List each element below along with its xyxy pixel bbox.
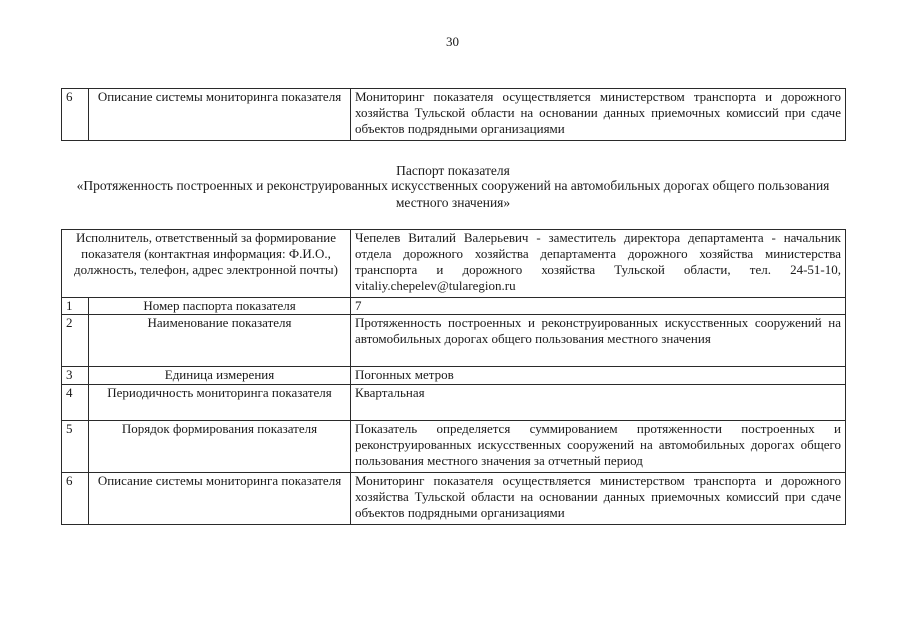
row-number: 1 [62,298,89,315]
row-value: Квартальная [351,385,846,421]
row-value: Протяженность построенных и реконструированных искусственных сооружений на автомобильных дорогах общего пользования местного значения [351,315,846,367]
table-row [62,89,846,141]
table-row [62,473,846,525]
passport-subtitle: «Протяженность построенных и реконструированных искусственных сооружений на автомобильных дорогах общего пользования местного значения» [76,178,830,210]
table-row [62,315,846,367]
table-row [62,367,846,385]
row-value: Погонных метров [351,367,846,385]
row-number: 6 [62,89,89,141]
continuation-table [61,88,846,141]
row-value: Показатель определяется суммированием протяженности построенных и реконструированных искусственных сооружений на автомобильных дорогах общего пользования местного значения за отчетный период [351,421,846,473]
row-name: Периодичность мониторинга показателя [89,385,351,421]
row-value: Мониторинг показателя осуществляется министерством транспорта и дорожного хозяйства Тульской области на основании данных приемочных комиссий при сдаче объектов подрядными организациями [351,473,846,525]
row-value: Мониторинг показателя осуществляется министерством транспорта и дорожного хозяйства Тульской области на основании данных приемочных комиссий при сдаче объектов подрядными организациями [351,89,846,141]
page-number: 30 [446,34,459,49]
row-number: 3 [62,367,89,385]
row-number: 6 [62,473,89,525]
executor-label: Исполнитель, ответственный за формирование показателя (контактная информация: Ф.И.О., должность, телефон, адрес электронной почты) [62,230,351,298]
row-number: 5 [62,421,89,473]
row-name: Номер паспорта показателя [89,298,351,315]
executor-value: Чепелев Виталий Валерьевич - заместитель директора департамента - начальник отдела дорожного хозяйства департамента дорожного хозяйства министерства транспорта и дорожного хозяйства Тульской области, тел. 24-51-10, vitaliy.chepelev@tularegion.ru [351,230,846,298]
row-name: Описание системы мониторинга показателя [89,473,351,525]
passport-title: Паспорт показателя [396,163,510,178]
table-row [62,298,846,315]
table-header-row [62,230,846,298]
table-row [62,385,846,421]
table-row [62,421,846,473]
row-number: 4 [62,385,89,421]
row-value: 7 [351,298,846,315]
row-name: Единица измерения [89,367,351,385]
row-name: Наименование показателя [89,315,351,367]
row-name: Описание системы мониторинга показателя [89,89,351,141]
row-name: Порядок формирования показателя [89,421,351,473]
row-number: 2 [62,315,89,367]
passport-table [61,229,846,525]
